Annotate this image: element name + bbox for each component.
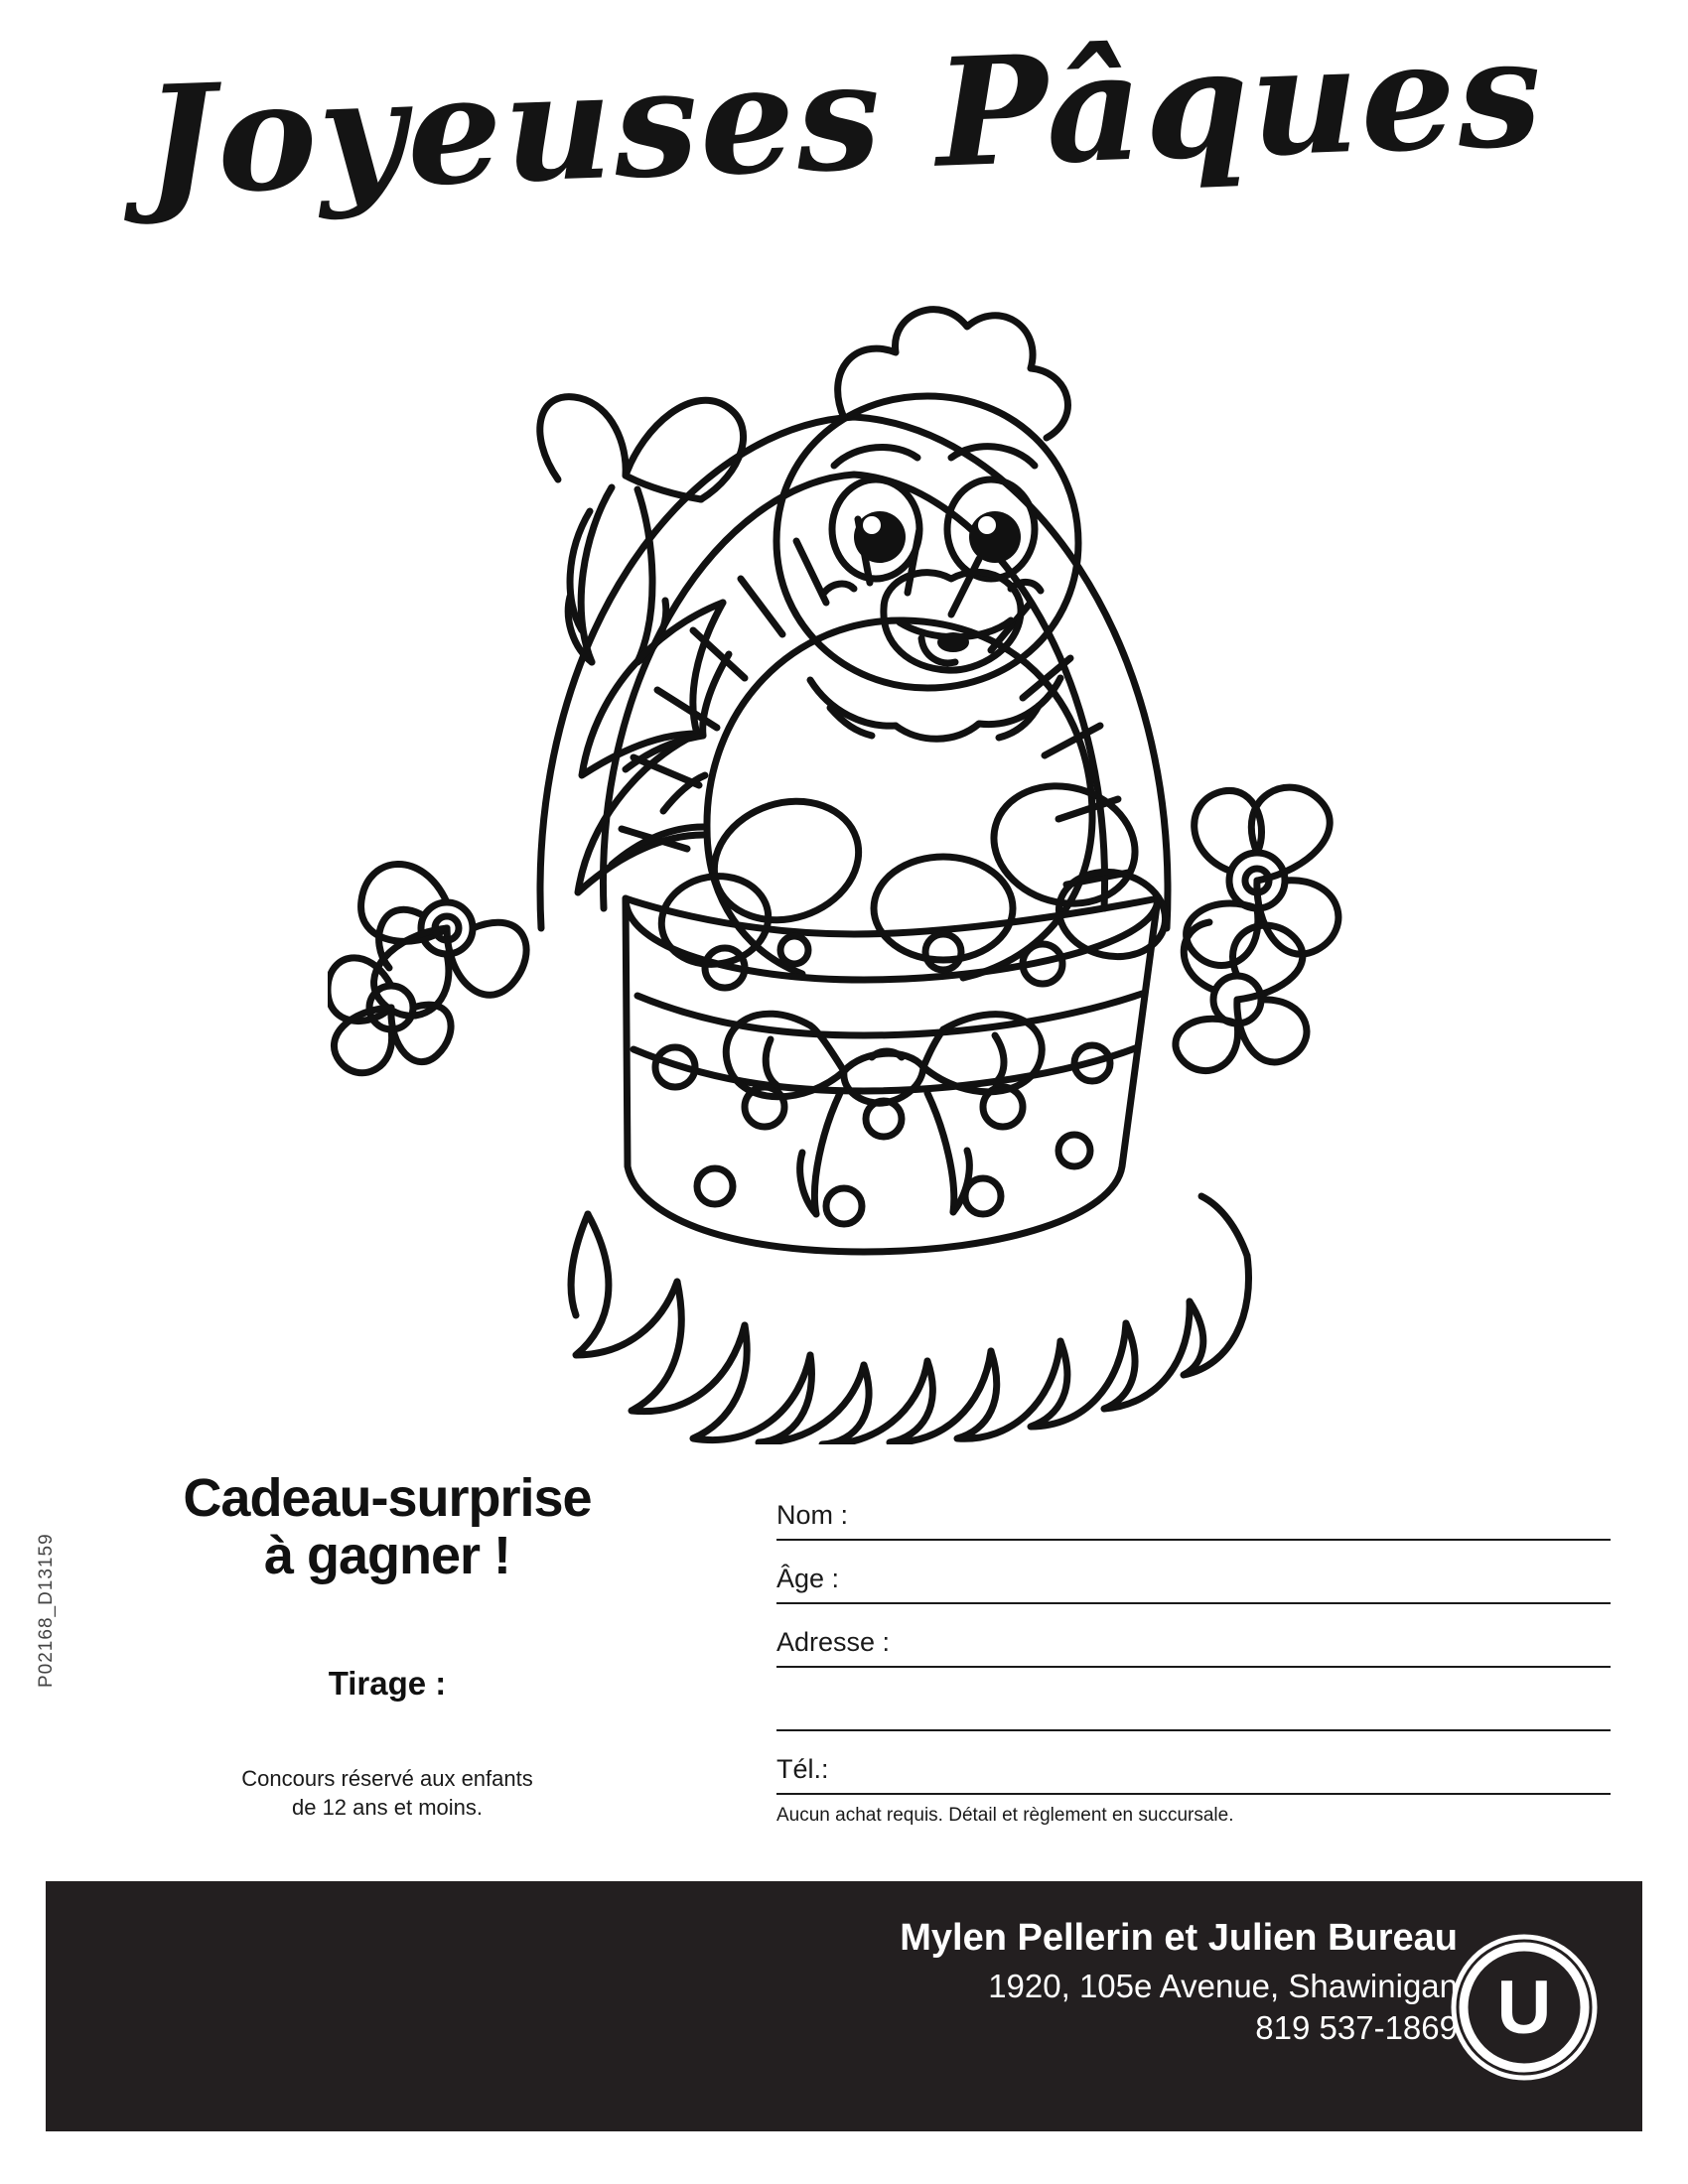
easter-basket-chick-coloring-illustration [328,213,1380,1444]
footer-contact-block [900,1917,1458,2047]
field-tel[interactable] [776,1731,1611,1795]
field-age-label: Âge : [776,1564,840,1593]
contest-fineprint-line-1: Concours réservé aux enfants [241,1765,533,1791]
field-adresse-label: Adresse : [776,1627,891,1657]
field-adresse[interactable] [776,1604,1611,1668]
headline [109,1469,665,1585]
field-tel-label: Tél.: [776,1754,829,1784]
contest-fineprint-line-2: de 12 ans et moins. [291,1795,483,1821]
footer-phone: 819 537-1869 [1255,2009,1458,2046]
contest-fineprint [109,1764,665,1823]
metro-u-logo-icon [1450,1933,1599,2082]
legal-notice: Aucun achat requis. Détail et règlement en succursale. [776,1805,1234,1826]
tirage-label: Tirage : [328,1664,447,1702]
headline-line-1: Cadeau-surprise [183,1468,592,1528]
footer-address: 1920, 105e Avenue, Shawinigan [988,1968,1458,2004]
print-code: P02168_D13159 [36,1533,57,1688]
field-age[interactable] [776,1541,1611,1604]
field-nom[interactable] [776,1477,1611,1541]
promo-text-block [109,1469,665,1823]
page-title: Joyeuses Pâques [141,5,1547,229]
footer-merchant-name: Mylen Pellerin et Julien Bureau [900,1917,1458,1959]
svg-text:U: U [1496,1966,1552,2050]
field-nom-label: Nom : [776,1500,849,1530]
field-adresse-line2[interactable] [776,1668,1611,1731]
headline-line-2: à gagner ! [263,1526,511,1586]
entry-form [776,1477,1611,1827]
footer-bar [46,1881,1642,2131]
